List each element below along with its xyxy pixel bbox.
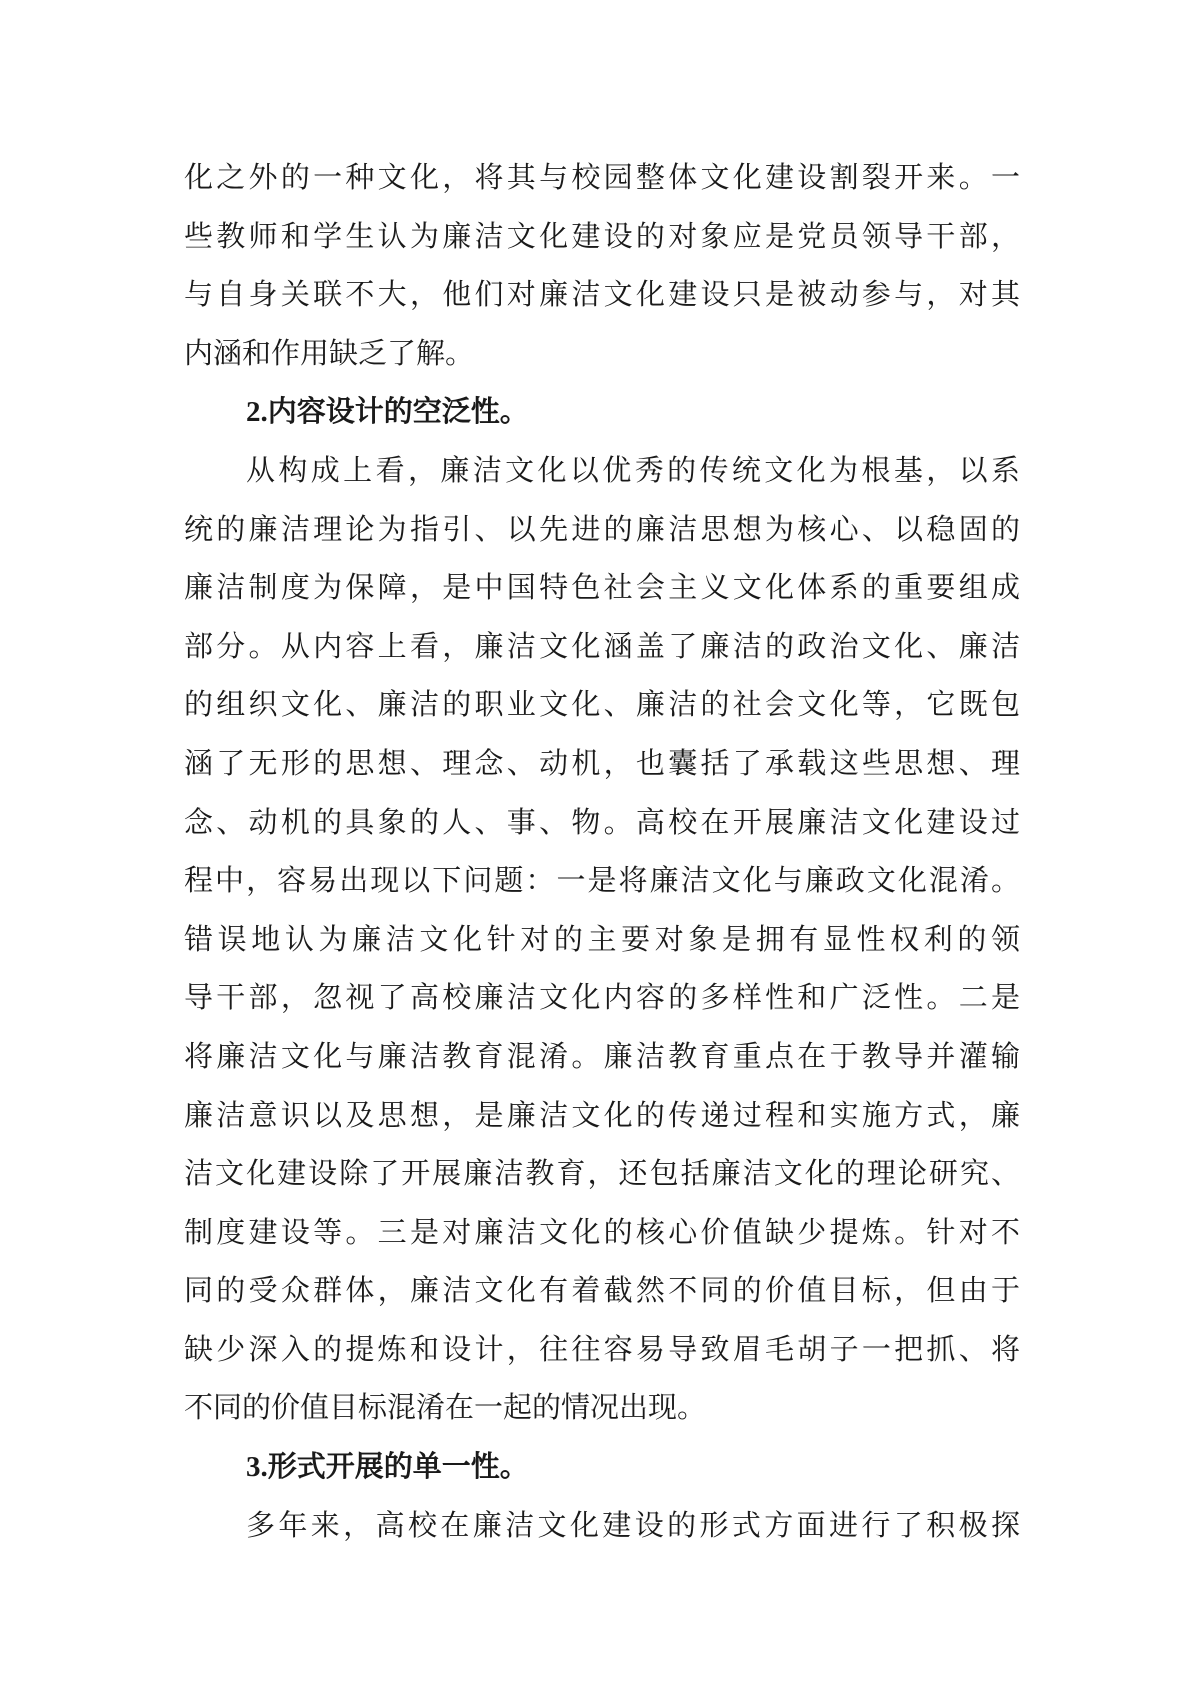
- text-line: 统的廉洁理论为指引、以先进的廉洁思想为核心、以稳固的: [184, 511, 1020, 546]
- text-line: 的组织文化、廉洁的职业文化、廉洁的社会文化等，它既包: [184, 687, 1020, 722]
- text-line: 导干部，忽视了高校廉洁文化内容的多样性和广泛性。二是: [184, 980, 1020, 1015]
- paragraph-content-design: [184, 441, 1020, 1437]
- text-line: 洁文化建设除了开展廉洁教育，还包括廉洁文化的理论研究、: [184, 1156, 1020, 1191]
- text-line: 同的受众群体，廉洁文化有着截然不同的价值目标，但由于: [184, 1273, 1020, 1308]
- text-line: 将廉洁文化与廉洁教育混淆。廉洁教育重点在于教导并灌输: [184, 1038, 1020, 1073]
- text-line: 多年来，高校在廉洁文化建设的形式方面进行了积极探: [246, 1507, 1020, 1542]
- section-heading-3: [184, 1437, 1020, 1496]
- text-line: 不同的价值目标混淆在一起的情况出现。: [184, 1390, 707, 1425]
- text-line: 念、动机的具象的人、事、物。高校在开展廉洁文化建设过: [184, 804, 1020, 839]
- section-heading-2: [184, 382, 1020, 441]
- text-line: 内涵和作用缺乏了解。: [184, 335, 475, 370]
- body-text: [184, 148, 1020, 1554]
- paragraph-culture-separation: [184, 148, 1020, 382]
- text-line: 错误地认为廉洁文化针对的主要对象是拥有显性权利的领: [184, 921, 1020, 956]
- text-line: 涵了无形的思想、理念、动机，也囊括了承载这些思想、理: [184, 745, 1020, 780]
- text-line: 些教师和学生认为廉洁文化建设的对象应是党员领导干部，: [184, 218, 1020, 253]
- heading-number: 2.: [246, 396, 268, 429]
- heading-text: 内容设计的空泛性。: [267, 394, 529, 429]
- text-line: 程中，容易出现以下问题：一是将廉洁文化与廉政文化混淆。: [184, 863, 1020, 898]
- text-line: 从构成上看，廉洁文化以优秀的传统文化为根基，以系: [246, 452, 1020, 487]
- text-line: 部分。从内容上看，廉洁文化涵盖了廉洁的政治文化、廉洁: [184, 628, 1020, 663]
- heading-number: 3.: [246, 1451, 268, 1484]
- text-line: 廉洁意识以及思想，是廉洁文化的传递过程和实施方式，廉: [184, 1097, 1020, 1132]
- text-line: 化之外的一种文化，将其与校园整体文化建设割裂开来。一: [184, 160, 1020, 194]
- text-line: 与自身关联不大，他们对廉洁文化建设只是被动参与，对其: [184, 277, 1020, 312]
- text-line: 制度建设等。三是对廉洁文化的核心价值缺少提炼。针对不: [184, 1214, 1020, 1249]
- paragraph-form-development: [184, 1496, 1020, 1555]
- text-line: 廉洁制度为保障，是中国特色社会主义文化体系的重要组成: [184, 570, 1020, 605]
- text-line: 缺少深入的提炼和设计，往往容易导致眉毛胡子一把抓、将: [184, 1331, 1020, 1366]
- heading-text: 形式开展的单一性。: [267, 1449, 529, 1484]
